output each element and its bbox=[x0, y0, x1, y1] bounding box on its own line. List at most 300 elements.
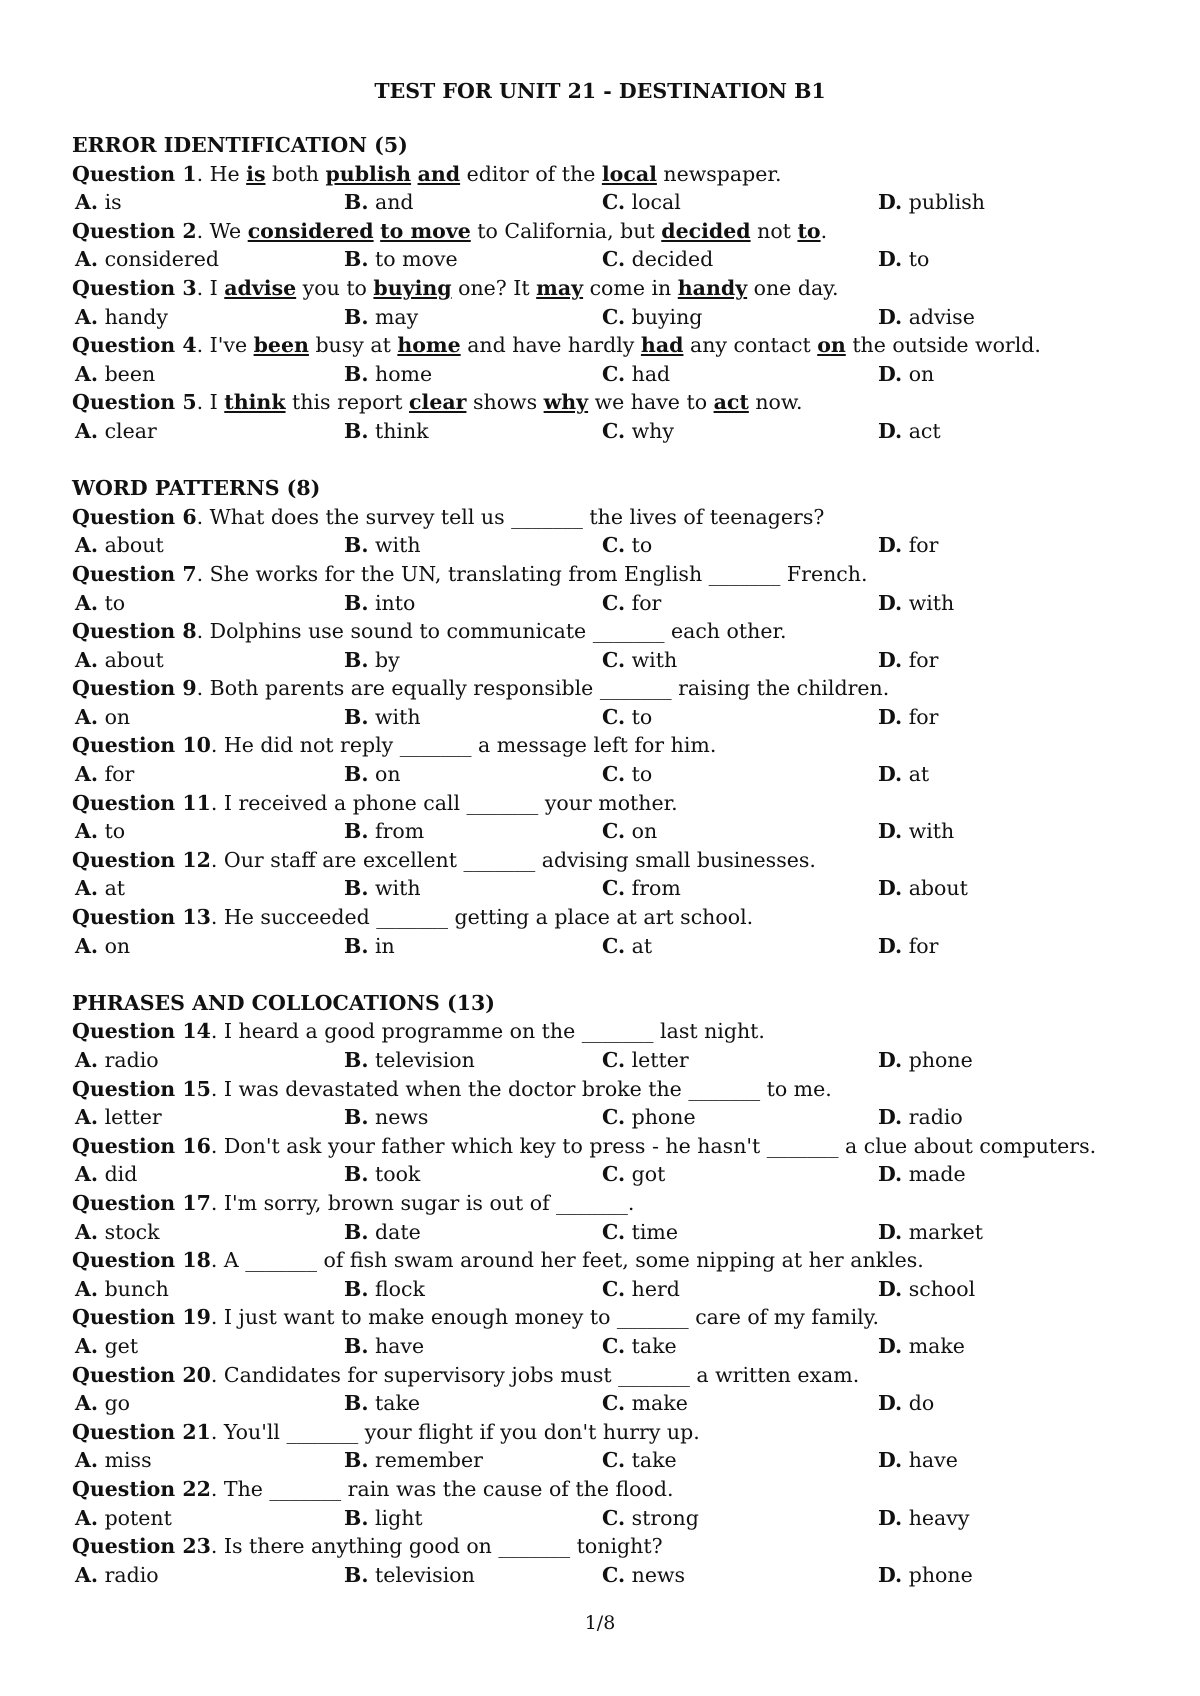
option-letter: C. bbox=[602, 1448, 626, 1473]
option-letter: B. bbox=[344, 819, 369, 844]
underlined-word: publish bbox=[325, 161, 412, 186]
question-text: you to bbox=[296, 275, 374, 300]
question-number: Question 4 bbox=[72, 333, 197, 358]
option-letter: C. bbox=[602, 418, 626, 443]
question-stem bbox=[72, 331, 1162, 360]
section-spacer bbox=[72, 446, 1162, 475]
underlined-word: act bbox=[713, 390, 749, 415]
answer-option bbox=[602, 1332, 677, 1361]
question-number: Question 18 bbox=[72, 1248, 211, 1273]
question-text: . Dolphins use sound to communicate _______ each other. bbox=[196, 619, 787, 644]
answer-option bbox=[75, 1389, 130, 1418]
answer-option bbox=[75, 1561, 159, 1590]
answer-option bbox=[602, 1160, 665, 1189]
question-stem bbox=[72, 1303, 1162, 1332]
answer-option bbox=[75, 1046, 159, 1075]
option-text: heavy bbox=[902, 1505, 970, 1530]
option-text: home bbox=[368, 361, 433, 386]
answer-option bbox=[344, 1389, 420, 1418]
underlined-word: why bbox=[543, 390, 589, 415]
answer-option bbox=[878, 303, 975, 332]
answer-option bbox=[75, 1103, 162, 1132]
question-stem bbox=[72, 388, 1162, 417]
option-letter: C. bbox=[602, 819, 626, 844]
answer-option bbox=[344, 646, 400, 675]
answer-option bbox=[602, 646, 677, 675]
option-text: think bbox=[368, 418, 429, 443]
question-text: one day. bbox=[747, 275, 839, 300]
answer-option bbox=[75, 188, 122, 217]
answer-option bbox=[344, 417, 429, 446]
option-text: to bbox=[902, 247, 930, 272]
answer-option bbox=[344, 1561, 475, 1590]
answer-option bbox=[344, 932, 395, 961]
option-text: to bbox=[625, 762, 653, 787]
option-letter: B. bbox=[344, 647, 369, 672]
section-heading: WORD PATTERNS (8) bbox=[72, 476, 321, 501]
option-letter: D. bbox=[878, 1448, 903, 1473]
answer-option bbox=[75, 874, 125, 903]
question-text: editor of the bbox=[460, 161, 602, 186]
answer-option bbox=[75, 1218, 160, 1247]
question-text: any contact bbox=[683, 333, 818, 358]
question-stem bbox=[72, 1132, 1162, 1161]
option-letter: C. bbox=[602, 1276, 626, 1301]
question-text: . You'll _______ your flight if you don't hurry up. bbox=[210, 1419, 700, 1444]
option-text: school bbox=[902, 1276, 976, 1301]
option-text: news bbox=[625, 1562, 686, 1587]
option-text: take bbox=[368, 1391, 420, 1416]
option-letter: B. bbox=[344, 933, 369, 958]
answer-option bbox=[878, 1389, 934, 1418]
option-text: at bbox=[902, 762, 930, 787]
answer-option bbox=[75, 1332, 138, 1361]
underlined-word: home bbox=[397, 333, 461, 358]
answer-option bbox=[878, 589, 954, 618]
question-stem bbox=[72, 674, 1162, 703]
underlined-word: decided bbox=[661, 218, 751, 243]
answer-option bbox=[878, 1046, 973, 1075]
answer-option bbox=[878, 1103, 963, 1132]
option-letter: B. bbox=[344, 1391, 369, 1416]
option-text: radio bbox=[98, 1048, 159, 1072]
question-text: . We bbox=[196, 218, 248, 243]
option-letter: A. bbox=[75, 762, 99, 787]
option-text: have bbox=[902, 1448, 958, 1473]
question-number: Question 11 bbox=[72, 790, 211, 815]
option-text: light bbox=[368, 1505, 423, 1530]
answer-option bbox=[344, 1446, 483, 1475]
option-letter: A. bbox=[75, 1219, 99, 1244]
option-letter: D. bbox=[878, 647, 903, 672]
option-text: made bbox=[902, 1162, 966, 1187]
option-letter: D. bbox=[878, 1276, 903, 1301]
option-text: make bbox=[625, 1391, 688, 1416]
answer-option bbox=[344, 303, 418, 332]
answer-options bbox=[72, 360, 1162, 389]
answer-option bbox=[602, 703, 652, 732]
answer-option bbox=[75, 303, 168, 332]
option-letter: B. bbox=[344, 1162, 369, 1187]
option-text: on bbox=[98, 933, 131, 958]
question-number: Question 13 bbox=[72, 905, 211, 930]
answer-option bbox=[878, 1218, 983, 1247]
answer-option bbox=[344, 1046, 475, 1075]
question-stem bbox=[72, 1361, 1162, 1390]
question-text: we have to bbox=[588, 390, 714, 415]
answer-options bbox=[72, 245, 1162, 274]
option-letter: A. bbox=[75, 190, 99, 215]
underlined-word: on bbox=[817, 333, 846, 358]
question-number: Question 8 bbox=[72, 619, 197, 644]
option-letter: D. bbox=[878, 1562, 903, 1587]
question-text: busy at bbox=[308, 333, 398, 358]
answer-option bbox=[344, 245, 458, 274]
option-letter: A. bbox=[75, 1562, 99, 1587]
question-stem bbox=[72, 160, 1162, 189]
answer-option bbox=[344, 589, 415, 618]
option-letter: A. bbox=[75, 819, 99, 844]
answer-option bbox=[602, 1275, 680, 1304]
option-letter: D. bbox=[878, 704, 903, 729]
question-text: this report bbox=[285, 390, 410, 415]
section-heading: PHRASES AND COLLOCATIONS (13) bbox=[72, 990, 495, 1015]
question-number: Question 23 bbox=[72, 1534, 211, 1559]
answer-options bbox=[72, 1046, 1162, 1075]
question-text: . He succeeded _______ getting a place at art school. bbox=[210, 905, 754, 930]
answer-option bbox=[344, 531, 421, 560]
option-letter: C. bbox=[602, 247, 626, 272]
option-text: by bbox=[368, 647, 400, 672]
answer-option bbox=[344, 1332, 424, 1361]
option-letter: D. bbox=[878, 1391, 903, 1416]
answer-option bbox=[878, 1275, 975, 1304]
question-text: one? It bbox=[451, 275, 537, 300]
section-heading: ERROR IDENTIFICATION (5) bbox=[72, 133, 408, 157]
underlined-word: to move bbox=[380, 218, 471, 243]
option-letter: D. bbox=[878, 1333, 903, 1358]
option-text: remember bbox=[368, 1448, 483, 1473]
question-number: Question 22 bbox=[72, 1476, 211, 1501]
option-text: with bbox=[625, 647, 678, 672]
answer-option bbox=[75, 531, 164, 560]
option-letter: D. bbox=[878, 533, 903, 558]
underlined-word: may bbox=[536, 275, 584, 300]
question-stem bbox=[72, 1246, 1162, 1275]
answer-options bbox=[72, 1160, 1162, 1189]
underlined-word: local bbox=[601, 161, 657, 186]
underlined-word: been bbox=[253, 333, 309, 358]
option-text: phone bbox=[625, 1105, 696, 1130]
question-text: to California, but bbox=[470, 218, 662, 243]
option-text: to bbox=[625, 533, 653, 558]
option-letter: B. bbox=[344, 533, 369, 558]
option-text: radio bbox=[902, 1105, 963, 1130]
answer-option bbox=[602, 360, 670, 389]
answer-options bbox=[72, 1332, 1162, 1361]
option-text: been bbox=[98, 361, 156, 386]
answer-option bbox=[344, 1275, 425, 1304]
option-text: did bbox=[98, 1162, 138, 1187]
underlined-word: advise bbox=[224, 275, 297, 300]
answer-option bbox=[602, 417, 674, 446]
option-text: is bbox=[98, 190, 122, 215]
answer-option bbox=[75, 817, 125, 846]
option-letter: C. bbox=[602, 1505, 626, 1530]
question-text: . I bbox=[196, 390, 225, 415]
question-stem bbox=[72, 274, 1162, 303]
question-text: shows bbox=[466, 390, 544, 415]
question-text: . Both parents are equally responsible _______ raising the children. bbox=[196, 676, 890, 701]
question-stem bbox=[72, 217, 1162, 246]
option-letter: A. bbox=[75, 647, 99, 672]
option-letter: C. bbox=[602, 1391, 626, 1416]
option-letter: A. bbox=[75, 1333, 99, 1358]
answer-options bbox=[72, 417, 1162, 446]
answer-option bbox=[344, 188, 414, 217]
question-text: the outside world. bbox=[845, 333, 1041, 358]
question-stem bbox=[72, 846, 1162, 875]
answer-option bbox=[878, 245, 929, 274]
question-number: Question 6 bbox=[72, 504, 197, 529]
answer-option bbox=[878, 360, 934, 389]
answer-option bbox=[602, 932, 652, 961]
option-letter: B. bbox=[344, 590, 369, 615]
underlined-word: clear bbox=[409, 390, 467, 415]
answer-options bbox=[72, 1275, 1162, 1304]
option-letter: D. bbox=[878, 1162, 903, 1187]
question-text: both bbox=[265, 161, 326, 186]
option-letter: B. bbox=[344, 1562, 369, 1587]
question-number: Question 16 bbox=[72, 1133, 211, 1158]
option-letter: A. bbox=[75, 533, 99, 558]
option-letter: A. bbox=[75, 418, 99, 443]
option-letter: C. bbox=[602, 876, 626, 901]
option-letter: B. bbox=[344, 1505, 369, 1530]
underlined-word: handy bbox=[677, 275, 748, 300]
option-text: with bbox=[902, 590, 955, 615]
option-letter: A. bbox=[75, 304, 99, 329]
question-number: Question 5 bbox=[72, 390, 197, 415]
question-text: come in bbox=[583, 275, 678, 300]
option-text: herd bbox=[625, 1276, 680, 1301]
question-number: Question 15 bbox=[72, 1076, 211, 1101]
option-letter: A. bbox=[75, 1276, 99, 1301]
option-letter: C. bbox=[602, 1162, 626, 1187]
question-number: Question 17 bbox=[72, 1190, 211, 1215]
answer-option bbox=[75, 1160, 137, 1189]
option-text: for bbox=[902, 933, 939, 958]
option-letter: C. bbox=[602, 361, 626, 386]
option-letter: B. bbox=[344, 247, 369, 272]
option-letter: A. bbox=[75, 1105, 99, 1130]
option-letter: A. bbox=[75, 247, 99, 272]
answer-option bbox=[878, 703, 938, 732]
question-text: . Candidates for supervisory jobs must _______ a written exam. bbox=[210, 1362, 860, 1387]
answer-option bbox=[878, 1332, 965, 1361]
question-stem bbox=[72, 731, 1162, 760]
question-text: . The _______ rain was the cause of the flood. bbox=[210, 1476, 674, 1501]
question-text: . What does the survey tell us _______ the lives of teenagers? bbox=[196, 504, 825, 529]
question-text: . Is there anything good on _______ tonight? bbox=[210, 1534, 663, 1559]
option-letter: A. bbox=[75, 704, 99, 729]
option-letter: C. bbox=[602, 1562, 626, 1587]
option-letter: D. bbox=[878, 418, 903, 443]
page-number: 1/8 bbox=[584, 1612, 616, 1634]
answer-options bbox=[72, 932, 1162, 961]
option-text: get bbox=[98, 1333, 139, 1358]
question-number: Question 2 bbox=[72, 218, 197, 243]
question-text: newspaper. bbox=[656, 161, 782, 186]
option-text: at bbox=[98, 876, 126, 901]
answer-option bbox=[602, 1446, 677, 1475]
answer-option bbox=[344, 1103, 428, 1132]
answer-options bbox=[72, 1103, 1162, 1132]
option-text: to bbox=[98, 590, 126, 615]
answer-option bbox=[344, 817, 424, 846]
option-text: with bbox=[368, 876, 421, 901]
option-text: television bbox=[368, 1562, 475, 1587]
answer-options bbox=[72, 1389, 1162, 1418]
question-text: now. bbox=[748, 390, 803, 415]
question-text: . I received a phone call _______ your mother. bbox=[210, 790, 678, 815]
answer-options bbox=[72, 589, 1162, 618]
question-stem bbox=[72, 789, 1162, 818]
option-text: letter bbox=[98, 1105, 162, 1130]
option-letter: D. bbox=[878, 361, 903, 386]
option-text: for bbox=[902, 647, 939, 672]
question-stem bbox=[72, 1532, 1162, 1561]
option-text: potent bbox=[98, 1505, 172, 1530]
option-letter: C. bbox=[602, 762, 626, 787]
answer-options bbox=[72, 531, 1162, 560]
option-letter: C. bbox=[602, 1048, 626, 1072]
answer-option bbox=[878, 1561, 973, 1590]
option-letter: B. bbox=[344, 304, 369, 329]
option-text: act bbox=[902, 418, 941, 443]
question-text: not bbox=[750, 218, 798, 243]
option-text: with bbox=[368, 533, 421, 558]
option-text: do bbox=[902, 1391, 935, 1416]
option-text: publish bbox=[902, 190, 985, 215]
question-text: . I heard a good programme on the _______ last night. bbox=[210, 1019, 765, 1044]
answer-option bbox=[344, 360, 432, 389]
answer-option bbox=[602, 760, 652, 789]
answer-option bbox=[75, 360, 155, 389]
answer-option bbox=[75, 245, 219, 274]
answer-options bbox=[72, 646, 1162, 675]
question-number: Question 14 bbox=[72, 1019, 211, 1044]
question-text: . I bbox=[196, 275, 225, 300]
question-text: . Don't ask your father which key to press - he hasn't _______ a clue about computers. bbox=[210, 1133, 1097, 1158]
underlined-word: had bbox=[640, 333, 684, 358]
option-text: handy bbox=[98, 304, 168, 329]
answer-options bbox=[72, 188, 1162, 217]
option-text: radio bbox=[98, 1562, 159, 1587]
answer-option bbox=[75, 1275, 169, 1304]
answer-options bbox=[72, 817, 1162, 846]
question-list bbox=[72, 131, 1162, 1589]
answer-option bbox=[344, 1504, 423, 1533]
answer-option bbox=[75, 760, 134, 789]
option-letter: B. bbox=[344, 876, 369, 901]
underlined-word: and bbox=[417, 161, 461, 186]
option-text: had bbox=[625, 361, 671, 386]
question-text: . He bbox=[196, 161, 247, 186]
question-number: Question 1 bbox=[72, 161, 197, 186]
option-letter: B. bbox=[344, 1105, 369, 1130]
underlined-word: to bbox=[797, 218, 821, 243]
option-letter: D. bbox=[878, 1105, 903, 1130]
option-letter: C. bbox=[602, 304, 626, 329]
option-letter: A. bbox=[75, 1391, 99, 1416]
question-text: . A _______ of fish swam around her feet, some nipping at her ankles. bbox=[210, 1248, 924, 1273]
option-text: on bbox=[98, 704, 131, 729]
answer-option bbox=[602, 1389, 688, 1418]
option-letter: D. bbox=[878, 190, 903, 215]
option-text: for bbox=[98, 762, 135, 787]
option-text: miss bbox=[98, 1448, 152, 1473]
answer-option bbox=[878, 531, 938, 560]
question-number: Question 19 bbox=[72, 1305, 211, 1330]
answer-options bbox=[72, 303, 1162, 332]
answer-option bbox=[878, 646, 938, 675]
option-text: phone bbox=[902, 1048, 973, 1072]
option-letter: B. bbox=[344, 418, 369, 443]
option-text: strong bbox=[625, 1505, 699, 1530]
question-number: Question 3 bbox=[72, 275, 197, 300]
option-text: into bbox=[368, 590, 416, 615]
option-letter: A. bbox=[75, 1505, 99, 1530]
option-text: in bbox=[368, 933, 395, 958]
option-letter: A. bbox=[75, 1048, 99, 1072]
option-letter: D. bbox=[878, 247, 903, 272]
option-text: go bbox=[98, 1391, 131, 1416]
underlined-word: buying bbox=[373, 275, 452, 300]
option-text: to bbox=[625, 704, 653, 729]
option-letter: D. bbox=[878, 819, 903, 844]
option-letter: C. bbox=[602, 190, 626, 215]
option-text: about bbox=[98, 647, 164, 672]
option-letter: A. bbox=[75, 933, 99, 958]
option-text: take bbox=[625, 1333, 677, 1358]
option-text: time bbox=[625, 1219, 678, 1244]
question-text: . I was devastated when the doctor broke the _______ to me. bbox=[210, 1076, 832, 1101]
answer-option bbox=[602, 874, 681, 903]
answer-option bbox=[878, 188, 985, 217]
option-text: for bbox=[625, 590, 662, 615]
option-letter: B. bbox=[344, 190, 369, 215]
option-letter: D. bbox=[878, 304, 903, 329]
underlined-word: think bbox=[224, 390, 286, 415]
option-letter: A. bbox=[75, 590, 99, 615]
option-text: make bbox=[902, 1333, 965, 1358]
option-letter: B. bbox=[344, 1448, 369, 1473]
option-text: local bbox=[625, 190, 681, 215]
option-letter: B. bbox=[344, 361, 369, 386]
answer-option bbox=[75, 703, 130, 732]
option-letter: C. bbox=[602, 590, 626, 615]
option-letter: D. bbox=[878, 1219, 903, 1244]
option-letter: A. bbox=[75, 1448, 99, 1473]
answer-option bbox=[344, 1218, 421, 1247]
option-text: and bbox=[368, 190, 414, 215]
question-number: Question 10 bbox=[72, 733, 211, 758]
answer-option bbox=[878, 1446, 958, 1475]
option-letter: D. bbox=[878, 1048, 903, 1072]
answer-option bbox=[878, 760, 929, 789]
option-letter: D. bbox=[878, 590, 903, 615]
